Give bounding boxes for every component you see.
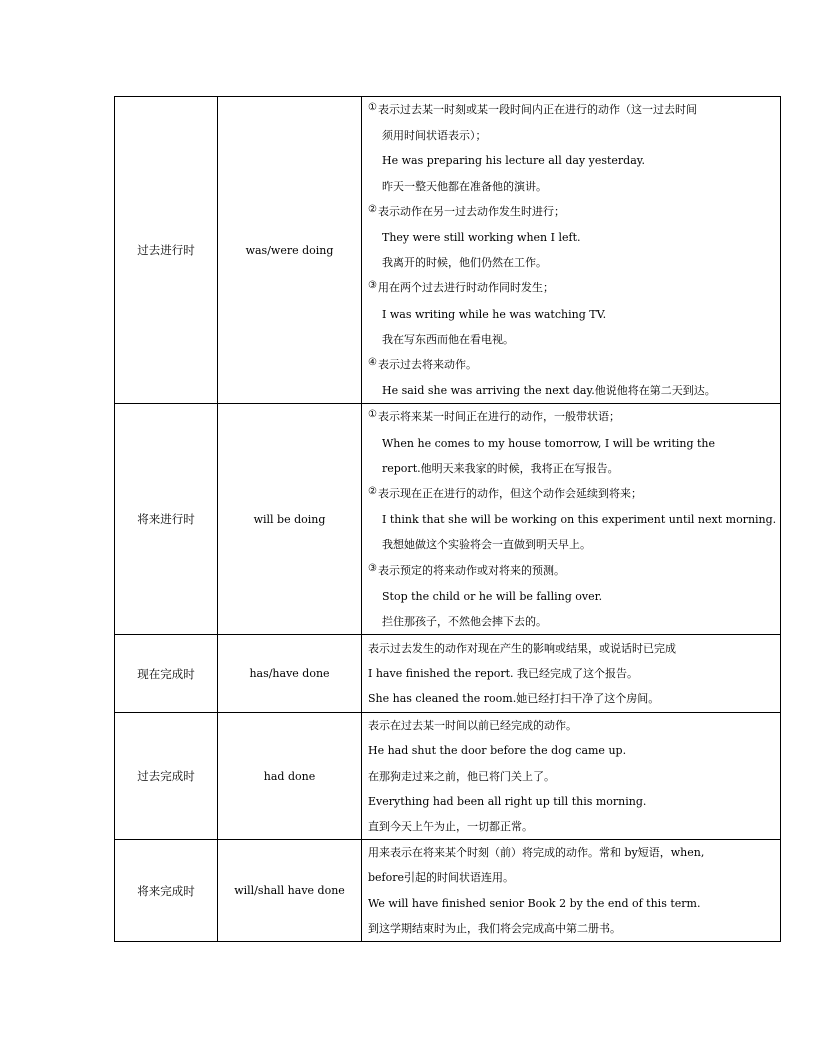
usage-line [368,840,776,865]
usage-line [368,148,776,173]
tense-name: 现在完成时 [137,666,195,681]
usage-text: 在那狗走过来之前，他已将门关上了。 [368,769,555,783]
tense-usage-cell [362,97,781,404]
usage-text: 表示过去发生的动作对现在产生的影响或结果，或说话时已完成 [368,641,676,655]
tense-row [115,635,781,713]
circled-number: ② [368,203,377,215]
tense-row [115,840,781,942]
usage-text: When he comes to my house tomorrow, I will be writing the [382,436,716,450]
usage-line [368,431,776,456]
tense-name-cell [115,635,218,713]
tense-usage-cell [362,404,781,635]
tense-name: 将来进行时 [137,512,195,527]
usage-text: 表示过去某一时刻或某一段时间内正在进行的动作（这一过去时间 [377,103,697,116]
usage-text: before引起的时间状语连用。 [368,871,515,885]
usage-line [368,558,776,584]
tense-form: had done [263,769,316,783]
tense-row [115,713,781,840]
tense-form-cell [218,97,362,404]
tense-name: 过去完成时 [137,769,195,784]
usage-text: report.他明天来我家的时候，我将正在写报告。 [382,461,619,475]
tense-form-cell [218,840,362,942]
usage-line [368,916,776,941]
usage-line [368,636,776,661]
usage-line [368,225,776,250]
usage-text: Everything had been all right up till this morning. [368,794,647,808]
tense-name: 过去进行时 [137,243,195,258]
usage-text: 表示在过去某一时间以前已经完成的动作。 [368,719,577,733]
usage-text: 表示预定的将来动作或对将来的预测。 [377,563,565,577]
usage-line [368,327,776,352]
usage-line [368,404,776,430]
circled-number: ③ [368,562,377,574]
usage-text: 直到今天上午为止，一切都正常。 [368,820,533,834]
usage-line [368,686,776,711]
tense-name: 将来完成时 [137,883,195,898]
usage-line [368,713,776,738]
tense-form-cell [218,404,362,635]
tense-name-cell [115,713,218,840]
usage-line [368,865,776,890]
usage-text: 表示将来某一时间正在进行的动作，一般带状语； [377,410,620,424]
tense-name-cell [115,404,218,635]
usage-line [368,97,776,123]
usage-text: 我想她做这个实验将会一直做到明天早上。 [382,538,591,552]
usage-line [368,378,776,403]
usage-line [368,891,776,916]
usage-line [368,174,776,199]
circled-number: ③ [368,280,377,292]
circled-number: ④ [368,357,377,369]
usage-line [368,302,776,327]
usage-line [368,764,776,789]
usage-line [368,456,776,481]
tense-table [114,96,781,942]
usage-line [368,532,776,557]
usage-text: He said she was arriving the next day.他说他将在第二天到达。 [382,384,716,398]
usage-text: She has cleaned the room.她已经打扫干净了这个房间。 [368,692,660,706]
circled-number: ① [368,102,377,113]
usage-text: Stop the child or he will be falling over. [382,589,603,603]
usage-text: 到这学期结束时为止，我们将会完成高中第二册书。 [368,921,621,935]
usage-line [368,123,776,148]
circled-number: ② [368,486,377,498]
usage-line [368,481,776,507]
tense-name-cell [115,840,218,942]
usage-text: 表示过去将来动作。 [377,358,477,372]
tense-form-cell [218,635,362,713]
tense-form: has/have done [249,667,330,681]
usage-line [368,275,776,301]
usage-text: 用在两个过去进行时动作同时发生； [377,281,554,295]
usage-text: 表示现在正在进行的动作，但这个动作会延续到将来； [377,487,642,501]
tense-name-cell [115,97,218,404]
tense-row [115,97,781,404]
tense-form: was/were doing [245,243,334,257]
usage-line [368,352,776,378]
usage-line [368,584,776,609]
usage-line [368,738,776,763]
tense-usage-cell [362,713,781,840]
usage-text: I was writing while he was watching TV. [382,307,607,321]
usage-text: 用来表示在将来某个时刻（前）将完成的动作。常和 by短语，when, [368,846,705,860]
usage-text: I have finished the report. 我已经完成了这个报告。 [368,667,639,681]
usage-text: 我离开的时候，他们仍然在工作。 [382,256,547,270]
usage-text: They were still working when I left. [382,231,581,245]
usage-text: 我在写东西而他在看电视。 [382,332,514,346]
tense-usage-cell [362,840,781,942]
tense-form-cell [218,713,362,840]
tense-form: will be doing [253,512,326,526]
usage-text: We will have finished senior Book 2 by the end of this term. [368,896,701,910]
usage-line [368,507,776,532]
usage-line [368,661,776,686]
tense-row [115,404,781,635]
usage-text: 须用时间状语表示）； [382,129,487,143]
usage-line [368,609,776,634]
usage-line [368,199,776,225]
usage-line [368,250,776,275]
usage-text: He had shut the door before the dog came up. [368,744,627,758]
usage-text: He was preparing his lecture all day yesterday. [382,154,646,168]
circled-number: ① [368,409,377,421]
usage-line [368,789,776,814]
usage-text: 昨天一整天他都在准备他的演讲。 [382,179,547,193]
usage-text: 拦住那孩子，不然他会摔下去的。 [382,615,547,629]
tense-form: will/shall have done [234,884,345,898]
usage-line [368,814,776,839]
usage-text: I think that she will be working on this experiment until next morning. [382,513,777,527]
usage-text: 表示动作在另一过去动作发生时进行； [377,204,565,218]
tense-usage-cell [362,635,781,713]
